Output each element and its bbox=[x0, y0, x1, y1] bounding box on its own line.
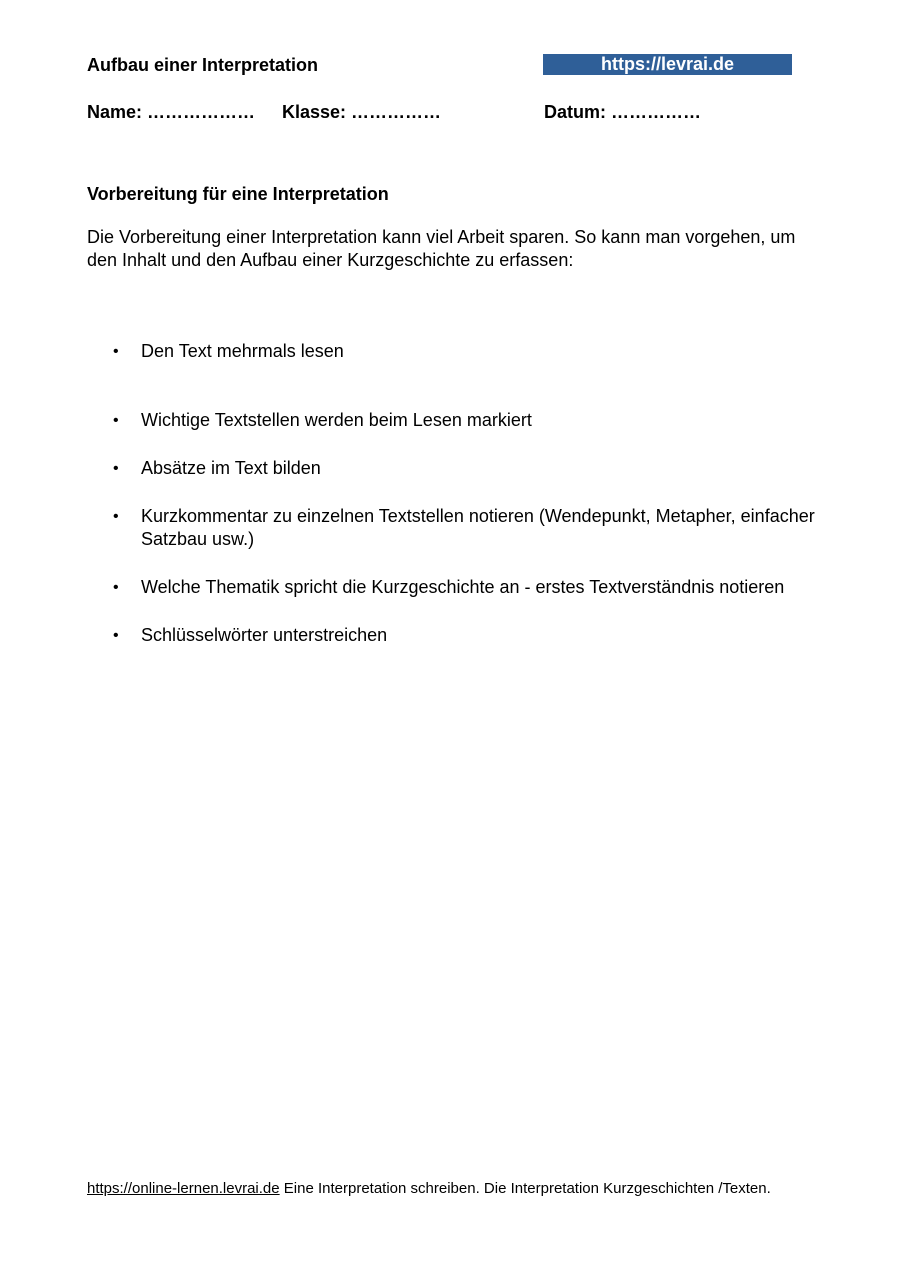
bullet-icon: • bbox=[113, 508, 119, 525]
intro-paragraph: Die Vorbereitung einer Interpretation kann viel Arbeit sparen. So kann man vorgehen, um den Inhalt und den Aufbau einer Kurzgeschichte zu erfassen: bbox=[87, 227, 796, 270]
class-field: Klasse: …………… bbox=[282, 102, 442, 122]
footer-text: Eine Interpretation schreiben. Die Interpretation Kurzgeschichten /Texten. bbox=[279, 1180, 771, 1197]
bullet-icon: • bbox=[113, 412, 119, 429]
list-item-text: Absätze im Text bilden bbox=[141, 458, 321, 478]
bullet-icon: • bbox=[113, 460, 119, 477]
list-item-text: Schlüsselwörter unterstreichen bbox=[141, 625, 388, 645]
bullet-icon: • bbox=[113, 343, 119, 360]
list-item-text: Welche Thematik spricht die Kurzgeschichte an - erstes Textverständnis notieren bbox=[141, 577, 785, 597]
list-item-text: Wichtige Textstellen werden beim Lesen markiert bbox=[141, 410, 532, 430]
date-field: Datum: …………… bbox=[544, 102, 701, 122]
name-field: Name: ……………… bbox=[87, 102, 256, 122]
footer bbox=[87, 1179, 771, 1199]
site-badge: https://levrai.de bbox=[543, 54, 792, 75]
section-heading: Vorbereitung für eine Interpretation bbox=[87, 184, 389, 204]
footer-link[interactable]: https://online-lernen.levrai.de bbox=[87, 1180, 280, 1197]
list-item-text: Den Text mehrmals lesen bbox=[141, 341, 344, 361]
bullet-icon: • bbox=[113, 579, 119, 596]
bullet-icon: • bbox=[113, 627, 119, 644]
list-item-text: Kurzkommentar zu einzelnen Textstellen notieren (Wendepunkt, Metapher, einfacher Satzbau usw.) bbox=[141, 506, 815, 549]
document-title: Aufbau einer Interpretation bbox=[87, 55, 319, 75]
